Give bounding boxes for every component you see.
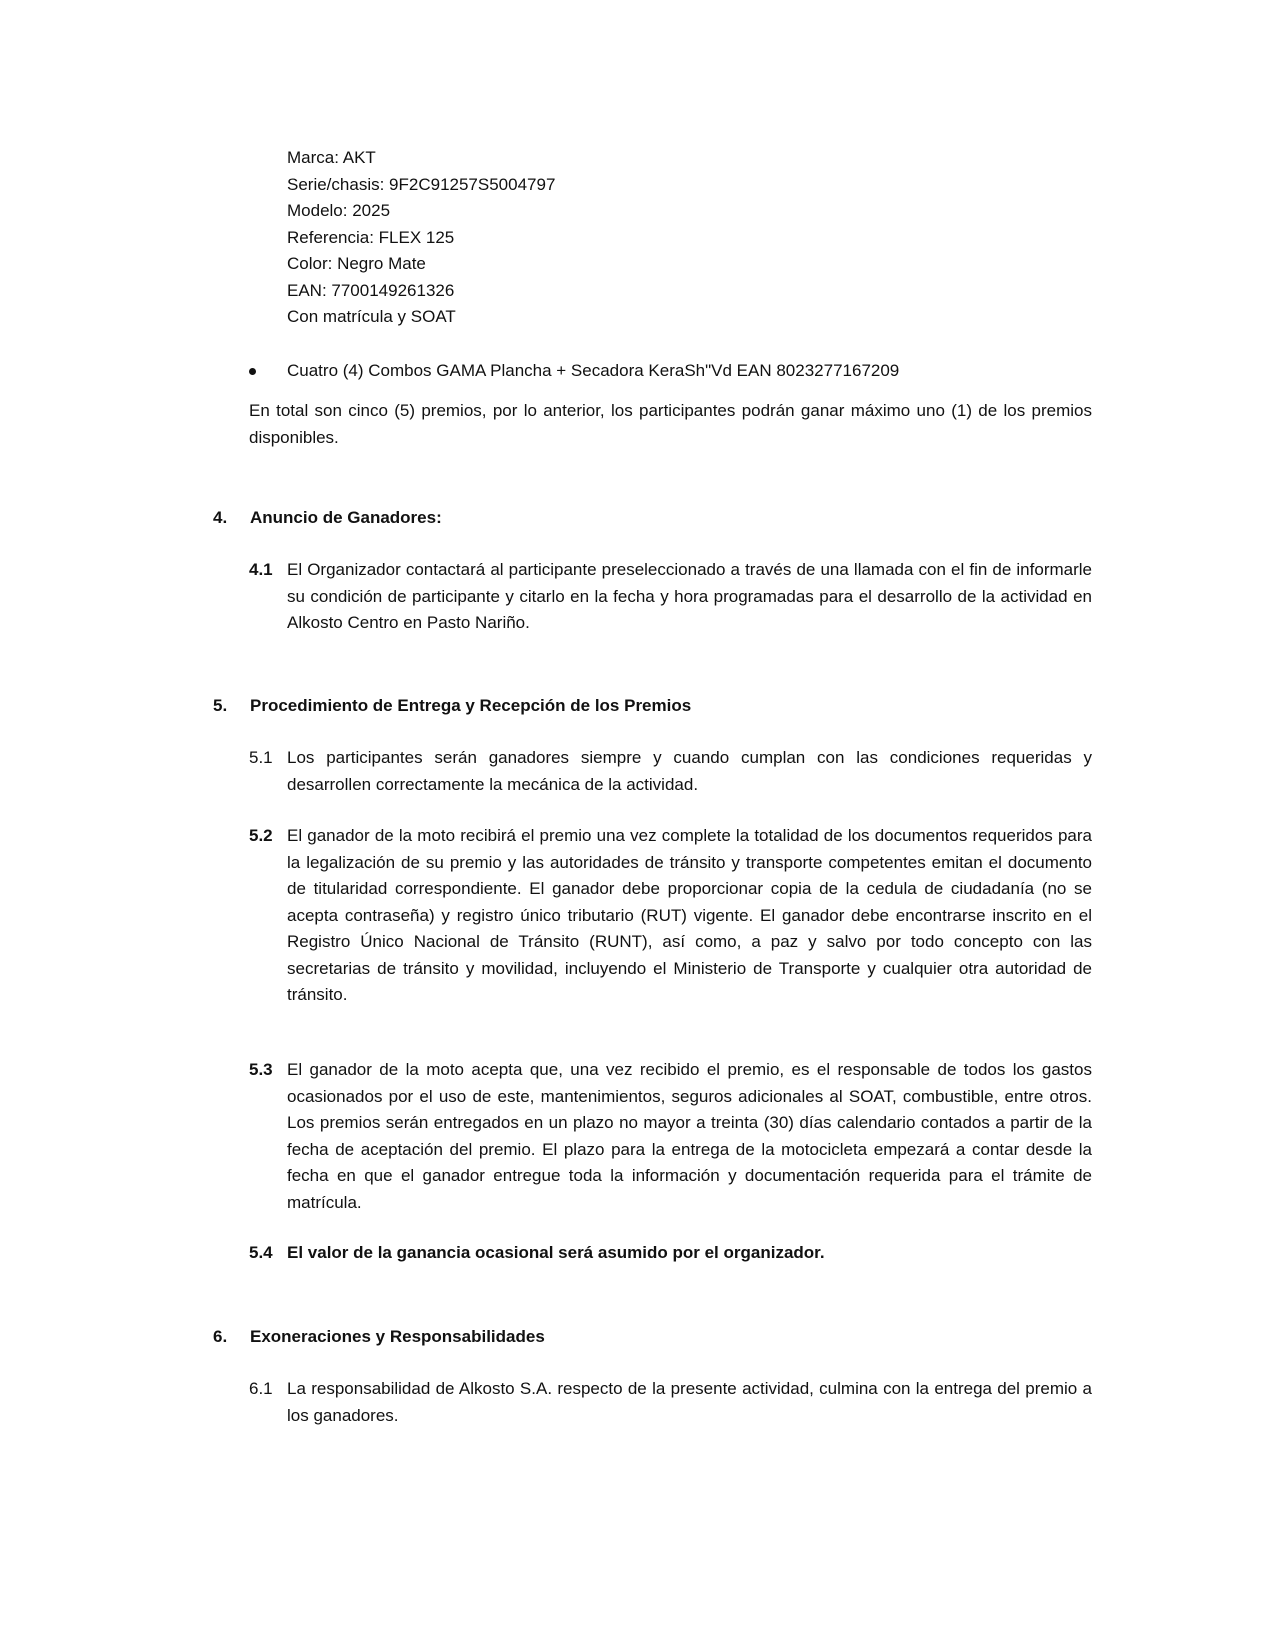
prize-spec-list — [287, 145, 987, 331]
clause-text: El Organizador contactará al participante preseleccionado a través de una llamada con el fin de informarle su condición de participante y citarlo en la fecha y hora programadas para el desarrollo de la actividad en Alkosto Centro en Pasto Nariño. — [287, 560, 1092, 632]
clause-5-1 — [249, 745, 1092, 798]
clause-5-3 — [249, 1057, 1092, 1216]
clause-number: 5.1 — [249, 748, 273, 767]
spec-color: Color: Negro Mate — [287, 254, 426, 273]
clause-text: El ganador de la moto recibirá el premio una vez complete la totalidad de los documentos requeridos para la legalización de su premio y las autoridades de tránsito y transporte competentes emitan el documento de titularidad correspondiente. El ganador debe proporcionar copia de la cedula de ciudadanía (no se acepta contraseña) y registro único tributario (RUT) vigente. El ganador debe encontrarse inscrito en el Registro Único Nacional de Tránsito (RUNT), así como, a paz y salvo por todo concepto con las secretarias de tránsito y movilidad, incluyendo el Ministerio de Transporte y cualquier otra autoridad de tránsito. — [287, 826, 1092, 1004]
section-number: 5. — [213, 696, 228, 715]
clause-text: La responsabilidad de Alkosto S.A. respecto de la presente actividad, culmina con la entrega del premio a los ganadores. — [287, 1379, 1092, 1425]
section-title: Anuncio de Ganadores: — [250, 508, 442, 527]
clause-number: 5.4 — [249, 1243, 273, 1262]
clause-5-2 — [249, 823, 1092, 1009]
clause-text: El ganador de la moto acepta que, una vez recibido el premio, es el responsable de todos los gastos ocasionados por el uso de este, mantenimientos, seguros adicionales al SOAT, combustible, entre otros. Los premios serán entregados en un plazo no mayor a treinta (30) días calendario contados a partir de la fecha de aceptación del premio. El plazo para la entrega de la motocicleta empezará a contar desde la fecha en que el ganador entregue toda la información y documentación requerida para el trámite de matrícula. — [287, 1060, 1092, 1212]
bullet-icon — [249, 368, 256, 375]
clause-5-4 — [249, 1240, 1092, 1267]
clause-number: 6.1 — [249, 1379, 273, 1398]
clause-text: El valor de la ganancia ocasional será asumido por el organizador. — [287, 1243, 825, 1262]
spec-reference: Referencia: FLEX 125 — [287, 227, 455, 247]
clause-number: 5.2 — [249, 826, 273, 845]
total-prizes-paragraph: En total son cinco (5) premios, por lo anterior, los participantes podrán ganar máximo uno (1) de los premios disponibles. — [249, 401, 1092, 447]
spec-chassis: Serie/chasis: 9F2C91257S5004797 — [287, 174, 556, 194]
clause-number: 5.3 — [249, 1060, 273, 1079]
clause-4-1 — [249, 557, 1092, 637]
spec-ean: EAN: 7700149261326 — [287, 280, 455, 300]
spec-registration: Con matrícula y SOAT — [287, 307, 456, 326]
spec-brand: Marca: AKT — [287, 148, 376, 167]
section-number: 6. — [213, 1327, 228, 1346]
section-number: 4. — [213, 508, 228, 527]
bullet-text: Cuatro (4) Combos GAMA Plancha + Secadora KeraSh"Vd EAN 8023277167209 — [287, 361, 900, 380]
clause-text: Los participantes serán ganadores siempre y cuando cumplan con las condiciones requeridas y desarrollen correctamente la mecánica de la actividad. — [287, 748, 1092, 794]
section-title: Exoneraciones y Responsabilidades — [250, 1327, 545, 1346]
section-title: Procedimiento de Entrega y Recepción de los Premios — [250, 696, 692, 715]
clause-number: 4.1 — [249, 560, 273, 579]
spec-model: Modelo: 2025 — [287, 201, 391, 220]
clause-6-1 — [249, 1376, 1092, 1429]
